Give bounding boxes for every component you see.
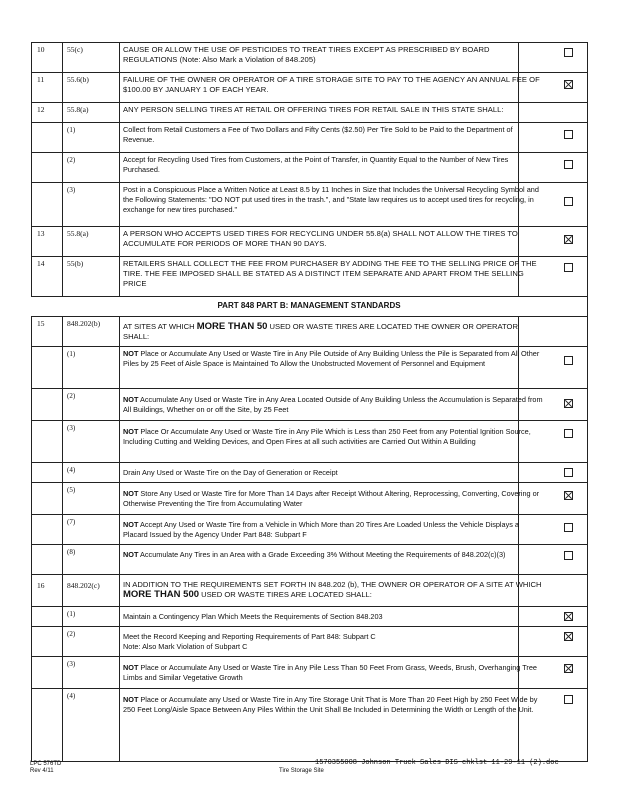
subsection-ref: (8) xyxy=(67,548,76,556)
table-row xyxy=(31,72,587,102)
table-row xyxy=(31,152,587,182)
requirement-text xyxy=(123,580,563,600)
table-row xyxy=(31,574,587,606)
row-number: 10 xyxy=(37,45,45,54)
requirement-text: RETAILERS SHALL COLLECT THE FEE FROM PURCHASER BY ADDING THE FEE TO THE SELLING PRICE OF THE TIRE. THE FEE IMPOSED SHALL BE STATED AS A DISTINCT ITEM SEPARATE AND APART FROM THE SELLING PRICE xyxy=(123,259,537,288)
requirement-text: CAUSE OR ALLOW THE USE OF PESTICIDES TO TREAT TIRES EXCEPT AS PRESCRIBED BY BOARD REGULATIONS (Note: Also Mark a Violation of 848.205) xyxy=(123,45,490,64)
row-number: 12 xyxy=(37,105,45,114)
requirement-text xyxy=(123,322,543,342)
section-ref: 55(b) xyxy=(67,259,84,268)
violation-checkbox[interactable] xyxy=(564,695,573,704)
row-number: 14 xyxy=(37,259,45,268)
requirement-text xyxy=(123,695,543,715)
table-row xyxy=(31,544,587,574)
emphasis: NOT xyxy=(123,520,139,529)
footer-filename: 1570355008 Johnson Truck Sales DIS chklst 11-29-11 (2).doc xyxy=(315,759,559,767)
section-ref: 55(c) xyxy=(67,45,83,54)
subsection-ref: (1) xyxy=(67,126,76,134)
tire-threshold: MORE THAN 500 xyxy=(123,589,200,600)
violation-checkbox[interactable] xyxy=(564,523,573,532)
violation-checkbox[interactable] xyxy=(564,664,573,673)
requirement-text xyxy=(123,612,543,622)
violation-checkbox[interactable] xyxy=(564,612,573,621)
table-row xyxy=(31,122,587,152)
emphasis: NOT xyxy=(123,489,139,498)
violation-checkbox[interactable] xyxy=(564,235,573,244)
requirement-body: Accumulate Any Used or Waste Tire in Any Area Located Outside of Any Building Unless the Accumulation is Separated from All Buildings, Whether on or off the Site, by 25 Feet xyxy=(123,395,543,414)
table-row xyxy=(31,462,587,482)
violation-checkbox[interactable] xyxy=(564,48,573,57)
requirement-body: Accept Any Used or Waste Tire from a Vehicle in Which More than 20 Tires Are Loaded Unless the Vehicle Displays a Placard Issued by the Agency Under Part 848: Subpart F xyxy=(123,520,519,539)
requirement-body: Place or Accumulate Any Used or Waste Tire in Any Pile Outside of Any Building Unless the Pile is Separated from All Other Piles by 25 Feet of Aisle Space is Maintained To Allow the Unobstructed Movement of Personnel and Equipment xyxy=(123,349,540,368)
table-row xyxy=(31,606,587,626)
emphasis: NOT xyxy=(123,349,139,358)
requirement-text xyxy=(123,520,543,540)
subsection-ref: (3) xyxy=(67,186,76,194)
section-ref: 55.8(a) xyxy=(67,105,89,114)
table-row xyxy=(31,514,587,544)
violation-checkbox[interactable] xyxy=(564,197,573,206)
requirement-body: Place Or Accumulate Any Used or Waste Tire in Any Pile Which is Less than 250 Feet from any Potential Ignition Source, Including Cutting and Welding Devices, and Open Fires at all such activities are Carried Out Within A Building xyxy=(123,427,531,446)
form-id: LPC 576TD xyxy=(30,761,62,767)
requirement-text-pre: AT SITES AT WHICH xyxy=(123,322,197,331)
violation-checkbox[interactable] xyxy=(564,468,573,477)
violation-checkbox[interactable] xyxy=(564,632,573,641)
table-row xyxy=(31,626,587,656)
table-row xyxy=(31,656,587,688)
emphasis: NOT xyxy=(123,427,139,436)
subsection-ref: (1) xyxy=(67,350,76,358)
requirement-text xyxy=(123,395,543,415)
requirement-text: Collect from Retail Customers a Fee of Two Dollars and Fifty Cents ($2.50) Per Tire Sold to be Paid to the Department of Revenue. xyxy=(123,125,513,144)
requirement-body: Maintain a Contingency Plan Which Meets the Requirements of Section 848.203 xyxy=(123,612,383,621)
table-row xyxy=(31,420,587,462)
table-row xyxy=(31,482,587,514)
tire-threshold: MORE THAN 50 xyxy=(196,321,268,332)
violation-checkbox[interactable] xyxy=(564,356,573,365)
row-number: 11 xyxy=(37,75,45,84)
violation-checkbox[interactable] xyxy=(564,80,573,89)
violation-checkbox[interactable] xyxy=(564,160,573,169)
requirement-body: Accumulate Any Tires in an Area with a Grade Exceeding 3% Without Meeting the Requirements of 848.202(c)(3) xyxy=(138,550,506,559)
subsection-ref: (2) xyxy=(67,630,76,638)
violation-checkbox[interactable] xyxy=(564,399,573,408)
row-number: 13 xyxy=(37,229,45,238)
row-number: 15 xyxy=(37,319,45,328)
subsection-ref: (3) xyxy=(67,424,76,432)
section-ref: 55.6(b) xyxy=(67,75,89,84)
violation-checkbox[interactable] xyxy=(564,551,573,560)
requirement-text xyxy=(123,427,543,447)
requirement-text: Accept for Recycling Used Tires from Customers, at the Point of Transfer, in Quantity Equal to the Number of New Tires Purchased. xyxy=(123,155,509,174)
requirement-text xyxy=(123,663,543,683)
emphasis: NOT xyxy=(123,695,139,704)
table-row xyxy=(31,316,587,346)
violation-checkbox[interactable] xyxy=(564,263,573,272)
requirement-text: Post in a Conspicuous Place a Written Notice at Least 8.5 by 11 Inches in Size that Includes the Universal Recycling Symbol and the Following Statements: "DO NOT put used tires in the trash.", and "State law requires us to accept used tires for recycling, in exchange for new tires purchased." xyxy=(123,185,539,214)
row-number: 16 xyxy=(37,581,45,590)
emphasis: NOT xyxy=(123,663,139,672)
emphasis: NOT xyxy=(123,550,139,559)
requirement-body: Meet the Record Keeping and Reporting Requirements of Part 848: Subpart C Note: Also Mark Violation of Subpart C xyxy=(123,632,376,651)
footer-form-id xyxy=(30,761,61,775)
table-row xyxy=(31,388,587,420)
part-heading-row xyxy=(31,296,587,316)
requirement-text-post: USED OR WASTE TIRES ARE LOCATED SHALL: xyxy=(199,590,372,599)
footer-label: Tire Storage Site xyxy=(279,768,324,774)
requirement-text-post: USED OR WASTE TIRES ARE LOCATED THE OWNER OR OPERATOR SHALL: xyxy=(123,322,518,341)
requirement-body: Place or Accumulate any Used or Waste Tire in Any Tire Storage Unit That is More Than 20 Feet High by 250 Feet Wide by 250 Feet Long/Aisle Space Between Any Piles Within the Unit Shall Be Included in Determining the Width or Length of the Unit. xyxy=(123,695,538,714)
requirement-text xyxy=(123,632,543,652)
emphasis: NOT xyxy=(123,395,139,404)
requirement-body: Drain Any Used or Waste Tire on the Day of Generation or Receipt xyxy=(123,468,338,477)
subsection-ref: (3) xyxy=(67,660,76,668)
requirement-text xyxy=(123,489,543,509)
table-row xyxy=(31,42,587,72)
violation-checkbox[interactable] xyxy=(564,130,573,139)
requirement-text: FAILURE OF THE OWNER OR OPERATOR OF A TIRE STORAGE SITE TO PAY TO THE AGENCY AN ANNUAL FEE OF $100.00 BY JANUARY 1 OF EACH YEAR. xyxy=(123,75,540,94)
violation-checkbox[interactable] xyxy=(564,429,573,438)
requirement-body: Store Any Used or Waste Tire for More Than 14 Days after Receipt Without Altering, Reprocessing, Converting, Covering or Otherwise Preventing the Tire from Accumulating Water xyxy=(123,489,540,508)
subsection-ref: (7) xyxy=(67,518,76,526)
table-row xyxy=(31,256,587,296)
table-row xyxy=(31,182,587,226)
section-ref: 848.202(c) xyxy=(67,581,100,590)
requirement-text: ANY PERSON SELLING TIRES AT RETAIL OR OFFERING TIRES FOR RETAIL SALE IN THIS STATE SHALL: xyxy=(123,105,504,114)
subsection-ref: (5) xyxy=(67,486,76,494)
subsection-ref: (4) xyxy=(67,466,76,474)
violation-checkbox[interactable] xyxy=(564,491,573,500)
table-row xyxy=(31,346,587,388)
form-revision: Rev 4/11 xyxy=(30,768,54,774)
table-row xyxy=(31,102,587,122)
subsection-ref: (2) xyxy=(67,392,76,400)
part-heading: PART 848 PART B: MANAGEMENT STANDARDS xyxy=(217,301,401,310)
table-row xyxy=(31,688,587,762)
subsection-ref: (2) xyxy=(67,156,76,164)
subsection-ref: (1) xyxy=(67,610,76,618)
requirement-text: A PERSON WHO ACCEPTS USED TIRES FOR RECYCLING UNDER 55.8(a) SHALL NOT ALLOW THE TIRES TO ACCUMULATE FOR PERIODS OF MORE THAN 90 DAYS. xyxy=(123,229,518,248)
requirement-text-pre: IN ADDITION TO THE REQUIREMENTS SET FORTH IN 848.202 (b), THE OWNER OR OPERATOR OF A SITE AT WHICH xyxy=(123,580,542,589)
section-ref: 848.202(b) xyxy=(67,319,101,328)
subsection-ref: (4) xyxy=(67,692,76,700)
requirement-text xyxy=(123,550,543,560)
table-row xyxy=(31,226,587,256)
table-right-border xyxy=(587,42,588,762)
requirement-body: Place or Accumulate Any Used or Waste Tire in Any Pile Less Than 50 Feet From Grass, Weeds, Brush, Overhanging Tree Limbs and Similar Vegetative Growth xyxy=(123,663,537,682)
section-ref: 55.8(a) xyxy=(67,229,89,238)
requirement-text xyxy=(123,468,543,478)
requirement-text xyxy=(123,349,543,369)
